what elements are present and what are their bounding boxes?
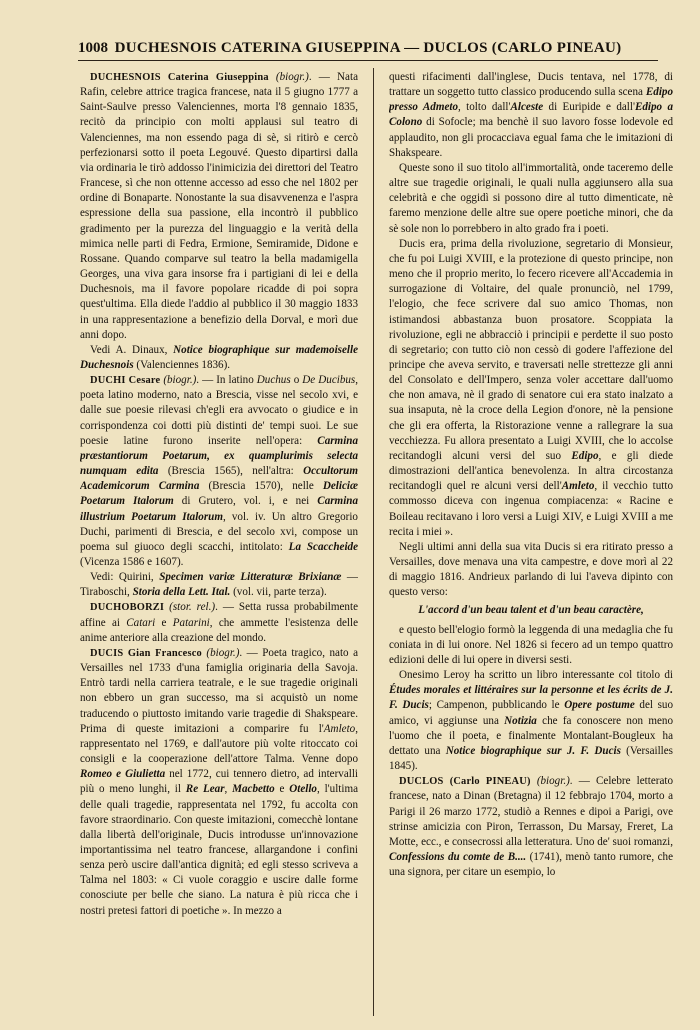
entry-text: , l'ultima delle quali tragedie, rappresentata nel 1792, fu accolta con favore straordinario. Con queste imitazioni, comecchè lontane dalla libertà dell'originale, Ducis introdusse un'innovazione importantissima nel teatro francese, allargandone i confini senza però uscire dall'antica dignità; ed egli stesso scriveva a Talma nel 1803: « Ci vuole coraggio e uscire dalle forme conosciute per belle che siano. La natura è più ricca che i nostri pretesi fattori di poetiche ». In mezzo a [80, 783, 358, 917]
italic-term: Catari [126, 616, 156, 629]
work-title: Edipo presso Admeto [389, 86, 673, 114]
italic-term: De Ducibus [302, 374, 356, 387]
work-title: Macbetto [232, 783, 275, 796]
paragraph-text: , il vecchio tutto commosso diceva con ingenua compiacenza: « Racine e Boileau recitavano i loro versi a Luigi XIV, e Luigi XVIII a me recita i miei ». [389, 480, 673, 538]
entry-duchesnois [80, 70, 358, 343]
reference-title: Notice biographique sur mademoiselle Duchesnois [80, 343, 358, 371]
page-number: 1008 [78, 40, 108, 56]
paragraph-text: questi rifacimenti dall'inglese, Ducis tentava, nel 1778, di trattare un soggetto tutto classico producendo sulla scena [389, 71, 673, 99]
running-header [78, 38, 658, 61]
entry-text: , poeta latino moderno, nato a Brescia, visse nel secolo xvi, e dalle sue poesie rilevasi ch'egli era avvocato o giudice e in corrispondenza coi dotti più distinti de' tempi suoi. Le sue poesie latine furono inserite nell'opera: [80, 374, 358, 447]
work-title: Notizia [504, 714, 537, 727]
reference-text: — Tiraboschi, [80, 571, 358, 599]
work-title: Deliciæ Poetarum Italorum [80, 480, 358, 508]
paragraph: e questo bell'elogio formò la leggenda di una medaglia che fu coniata in di lui onore. Nel 1826 si fecero ad un tempo quattro edizioni delle di lui opere in diversi sesti. [389, 623, 673, 666]
work-title: La Scaccheide [288, 540, 358, 553]
work-title: Études morales et littéraires sur la personne et les écrits de J. F. Ducis [389, 684, 673, 712]
subject-tag: (biogr.) [275, 71, 309, 83]
headword: DUCLOS (Carlo PINEAU) [399, 776, 531, 788]
right-column [389, 70, 673, 1020]
quoted-verse: L'accord d'un beau talent et d'un beau caractère, [418, 604, 644, 617]
entry-text: o [290, 374, 303, 387]
work-title: Notice biographique sur J. F. Ducis [445, 744, 621, 757]
italic-term: Duchus [256, 374, 291, 387]
subject-tag: (biogr.) [163, 374, 197, 387]
entry-ducis [80, 646, 358, 919]
entry-text: e [155, 616, 173, 629]
paragraph-continued [389, 70, 673, 161]
entry-text: (Brescia 1565), nell'altra: [158, 465, 304, 478]
reference-title: Storia della Lett. Ital. [132, 586, 231, 599]
reference-text: Vedi A. Dinaux, [90, 343, 174, 356]
entry-text: di Grutero, vol. i, e nei [173, 495, 318, 508]
paragraph: Queste sono il suo titolo all'immortalità, onde taceremo delle altre sue tragedie originali, le quali nulla aggiunsero alla sua celebrità e che oggidì si possono dire al tutto dimenticate, nè faremo menzione delle altre sue opere poetiche minori, che da sè sole non lo porrebbero in alto grado fra i poeti. [389, 161, 673, 235]
work-title: Re Lear [185, 783, 225, 796]
subject-tag: (biogr.) [536, 775, 570, 788]
paragraph-text: che fa conoscere non meno l'uomo che il poeta, e finalmente Montalant-Bougleux ha dettato una [389, 714, 673, 757]
entry-text: . — In latino [196, 374, 257, 387]
reference [80, 343, 358, 373]
paragraph-text: ; Campenon, pubblicando le [428, 699, 565, 712]
headword: DUCHOBORZI [90, 602, 165, 614]
subject-tag: (stor. rel.) [169, 601, 216, 614]
paragraph-text: (Versailles 1845). [389, 744, 673, 773]
entry-text: . — Nata Rafin, celebre attrice tragica francese, nata il 5 giugno 1777 a Saint-Saulve presso Valenciennes, morta l'8 gennaio 1835, recitò da principio con molti applausi sul teatro di Valenciennes, ma non essendo paga di sè, si ritirò e cercò perfezionarsi sotto il poeta Legouvé. Questo dipartirsi dalla via ordinaria le tirò addosso l'inimicizia dei direttori del Teatro Francese, sì che non ottenne accesso ad esso che nel 1802 per ordine di Bonaparte. Nonostante la sua disavvenenza e l'aspra espressione della sua passione, ella incontrò il pubblico gradimento per la purezza del linguaggio e la verità della mimica nelle parti di Fedra, Ermione, Semiramide, Didone e Rossane. Quando comparve sul teatro la bella madamigella Georges, una viva gara insorse fra i partigiani di lei e della Duchesnois, ma il favore popolare ricadde di poi sopra quest'ultima. Ella diede l'addio al pubblico il 30 maggio 1833 in una rappresentazione a benefizio della Dorval, e morì due anni dopo. [80, 71, 358, 341]
paragraph-text: di Euripide e dall' [543, 101, 635, 114]
entry-text: , [224, 783, 233, 796]
reference-text: (vol. vii, parte terza). [230, 586, 327, 599]
entry-duclos [389, 774, 673, 880]
paragraph-text: di Sofocle; ma benchè il suo lavoro fosse lodevole ed applaudito, non gli procacciava egual fama che le imitazioni di Shakspeare. [389, 116, 673, 159]
entry-text: . — Celebre letterato francese, nato a Dinan (Bretagna) il 12 febbrajo 1704, morto a Parigi il 26 marzo 1772, studiò a Rennes e dipoi a Parigi, ove strinse amicizia con Piron, Terrasson, Du Marsay, Freret, La Motte, ecc., e consecrossi alla letteratura. Uno de' suoi romanzi, [389, 775, 673, 848]
work-title: Edipo a Colono [389, 101, 673, 129]
entry-text: nel 1772, cui tennero dietro, ad intervalli più o meno lunghi, il [80, 768, 358, 796]
italic-term: Amleto [323, 722, 356, 735]
work-title: Amleto [561, 480, 595, 493]
headword: DUCIS Gian Francesco [90, 647, 202, 659]
reference-title: Specimen variæ Litteraturæ Brixianæ [159, 571, 342, 584]
paragraph-text: del suo amico, vi aggiunse una [389, 699, 673, 727]
left-column [80, 70, 358, 1020]
headword: DUCHI Cesare [90, 375, 161, 387]
entry-text: (1741), menò tanto rumore, che una signora, per citare un esempio, lo [389, 850, 673, 879]
work-title: Carmina præstantiorum Poetarum, ex quamplurimis selecta numquam edita [80, 434, 358, 478]
work-title: Opere postume [564, 699, 635, 712]
column-rule [373, 68, 374, 1016]
work-title: Occultorum Academicorum Carmina [80, 465, 358, 493]
work-title: Confessions du comte de B.... [389, 850, 527, 863]
work-title: Edipo [571, 449, 599, 462]
work-title: Otello [289, 783, 317, 796]
reference-text: (Valenciennes 1836). [133, 358, 231, 371]
entry-duchi [80, 373, 358, 570]
subject-tag: (biogr.) [206, 646, 240, 659]
paragraph-text: Ducis era, prima della rivoluzione, segretario di Monsieur, che fu poi Luigi XVIII, e la protezione di questo principe, non meno che il proprio merito, lo fecero ricevere all'Accademia in surrogazione di Voltaire, del quale pronunciò, nel 1799, l'elogio, che fece scrivere dal suo amico Thomas, non istimandosi abbastanza buon prosatore. Scoppiata la rivoluzione, egli ne abbracciò i principii e perdette il suo posto di segretario; con tutto ciò non cessò di godere l'affezione del principe che aveva servito, e traversati nelle strettezze gli anni del Consolato e dell'Impero, senza voler accettare dall'uomo che non amava, nè il grado di senatore cui era stato inalzato a sua insaputa, nè la croce della Legion d'onore, nè la pensione che gli era offerta, la Ristorazione venne a rallegrare la sua vecchiezza. Fu allora presentato a Luigi XVIII, che lo accolse recitandogli alcuni versi del suo [389, 237, 673, 462]
headword: DUCHESNOIS Caterina Giuseppina [90, 72, 269, 83]
entry-text: (Vicenza 1586 e 1607). [80, 556, 184, 568]
paragraph [389, 237, 673, 540]
entry-text: , rappresentato nel 1769, e dall'autore più volte ritoccato coi consigli e la cooperazione dell'attore Talma. Venne dopo [80, 722, 358, 766]
paragraph-text: Onesimo Leroy ha scritto un libro interessante col titolo di [399, 669, 673, 682]
paragraph: Negli ultimi anni della sua vita Ducis si era ritirato presso a Versailles, dove menava una vita campestre, e dove morì al 22 di maggio 1816. Andrieux parlando di lui l'aveva dipinto con questo verso: [389, 540, 673, 599]
paragraph [389, 668, 673, 774]
paragraph-text: , tolto dall' [458, 101, 511, 114]
reference [80, 570, 358, 600]
reference-text: Vedi: Quirini, [90, 571, 160, 584]
running-title: DUCHESNOIS CATERINA GIUSEPPINA — DUCLOS (CARLO PINEAU) [114, 40, 622, 56]
entry-text: e [274, 783, 290, 796]
work-title: Alceste [510, 101, 544, 114]
entry-text: (Brescia 1570), nelle [199, 480, 323, 493]
entry-text: , vol. iv. Un altro Gregorio Duchi, parimenti di Brescia, e del secolo xvi, compose un poema sul giuoco degli scacchi, intitolato: [80, 510, 358, 553]
italic-term: Patarini [172, 616, 210, 629]
entry-text: . — Poeta tragico, nato a Versailles nel 1733 d'una famiglia originaria della Savoja. Entrò tardi nella carriera teatrale, e le sue tragedie originali non ebbero un gran successo, ma si acquistò un nome traducendo o piuttosto imitando varie tragedie di Shakspeare. Prima di queste imitazioni a comparire fu l' [80, 646, 358, 735]
paragraph-text: , e gli diede dimostrazioni dell'antica benevolenza. In altra circostanza recitandogli quel re alcuni versi dell' [389, 449, 673, 493]
entry-text: , che ammette l'esistenza delle anime anteriore alla creazione del mondo. [80, 616, 358, 644]
work-title: Romeo e Giulietta [80, 768, 166, 781]
entry-text: . — Setta russa probabilmente affine ai [80, 601, 358, 629]
work-title: Carmina illustrium Poetarum Italorum [80, 495, 358, 523]
entry-duchoborzi [80, 600, 358, 645]
